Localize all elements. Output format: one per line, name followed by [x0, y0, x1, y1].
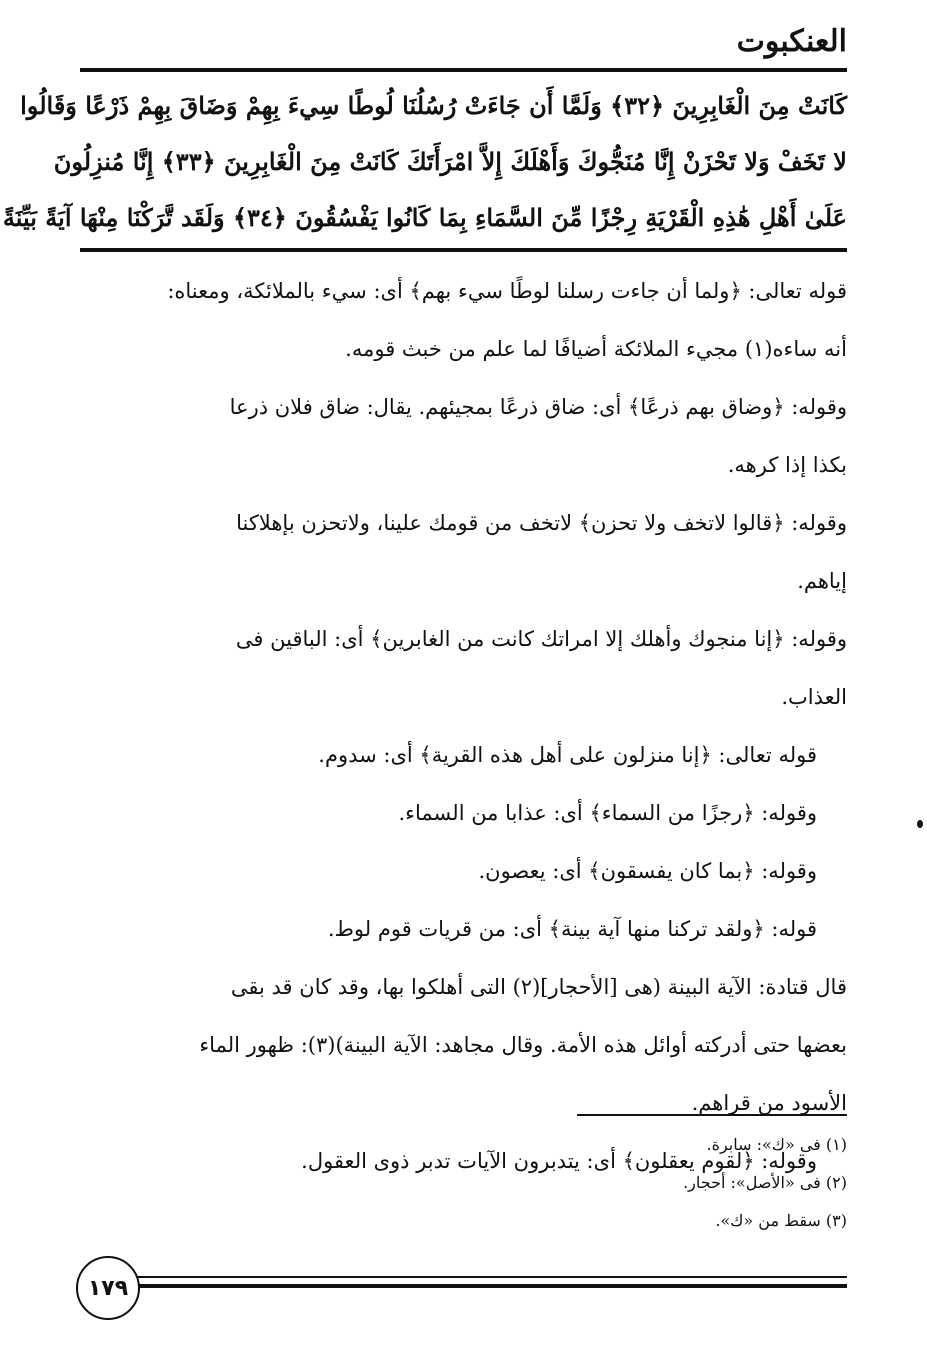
commentary-line: إياهم.	[797, 569, 847, 593]
commentary-line: قال قتادة: الآية البينة (هى [الأحجار](٢) التى أهلكوا بها، وقد كان قد بقى	[230, 975, 847, 999]
quran-line: لا تَخَفْ وَلا تَحْزَنْ إِنَّا مُنَجُّوكَ وَأَهْلَكَ إِلاَّ امْرَأَتَكَ كَانَتْ مِنَ الْغَابِرِينَ ﴿٣٣﴾ إِنَّا مُنزِلُونَ	[53, 147, 847, 176]
footnote: (٢) فى «الأصل»: أحجار.	[683, 1173, 847, 1192]
page-number-circle	[76, 1256, 140, 1320]
commentary-paragraph	[80, 378, 847, 494]
commentary-paragraph	[80, 262, 847, 378]
commentary-line: العذاب.	[781, 685, 847, 709]
commentary-line: قوله تعالى: ﴿ولما أن جاءت رسلنا لوطًا سيء بهم﴾ أى: سيء بالملائكة، ومعناه:	[167, 279, 847, 303]
commentary-paragraph	[80, 784, 847, 842]
commentary-paragraph	[80, 958, 847, 1132]
commentary-line: الأسود من قراهم.	[691, 1091, 847, 1115]
header-rule	[80, 68, 847, 72]
commentary-paragraph	[80, 900, 847, 958]
quran-line: عَلَىٰ أَهْلِ هَٰذِهِ الْقَرْيَةِ رِجْزًا مِّنَ السَّمَاءِ بِمَا كَانُوا يَفْسُقُونَ ﴿٣٤﴾ وَلَقَد تَّرَكْنَا مِنْهَا آيَةً بَيِّنَةً	[2, 203, 847, 232]
quran-line: كَانَتْ مِنَ الْغَابِرِينَ ﴿٣٢﴾ وَلَمَّا أَن جَاءَتْ رُسُلُنَا لُوطًا سِيءَ بِهِمْ وَضَاقَ بِهِمْ ذَرْعًا وَقَالُوا	[20, 91, 847, 120]
commentary-paragraph	[80, 610, 847, 726]
bottom-rule	[134, 1284, 847, 1288]
commentary-line: قوله تعالى: ﴿إنا منزلون على أهل هذه القرية﴾ أى: سدوم.	[318, 743, 817, 767]
commentary-section	[80, 262, 847, 1190]
commentary-line: بعضها حتى أدركته أوائل هذه الأمة. وقال مجاهد: الآية البينة)(٣): ظهور الماء	[199, 1033, 847, 1057]
verses-separator-rule	[80, 248, 847, 252]
footnote: (٣) سقط من «ك».	[715, 1211, 847, 1230]
commentary-paragraph	[80, 494, 847, 610]
commentary-line: أنه ساءه(١) مجيء الملائكة أضيافًا لما علم من خبث قومه.	[345, 337, 847, 361]
bottom-rule	[134, 1276, 847, 1278]
commentary-line: قوله: ﴿ولقد تركنا منها آية بينة﴾ أى: من قريات قوم لوط.	[327, 917, 817, 941]
margin-mark	[917, 820, 923, 828]
surah-header-title: العنكبوت	[736, 24, 847, 59]
commentary-line: بكذا إذا كرهه.	[727, 453, 847, 477]
commentary-line: وقوله: ﴿بما كان يفسقون﴾ أى: يعصون.	[478, 859, 817, 883]
quran-verses-block	[2, 78, 847, 248]
commentary-line: وقوله: ﴿إنا منجوك وأهلك إلا امراتك كانت من الغابرين﴾ أى: الباقين فى	[235, 627, 847, 651]
footnote: (١) فى «ك»: سابرة.	[706, 1135, 847, 1154]
commentary-line: وقوله: ﴿رجزًا من السماء﴾ أى: عذابا من السماء.	[398, 801, 817, 825]
page-number: ١٧٩	[87, 1275, 129, 1301]
footnotes-section	[80, 1126, 847, 1240]
commentary-line: وقوله: ﴿قالوا لاتخف ولا تحزن﴾ لاتخف من قومك علينا، ولاتحزن بإهلاكنا	[236, 511, 847, 535]
commentary-paragraph	[80, 842, 847, 900]
commentary-line: وقوله: ﴿لقوم يعقلون﴾ أى: يتدبرون الآيات تدبر ذوى العقول.	[301, 1149, 817, 1173]
footnote-separator	[577, 1114, 847, 1116]
commentary-line: وقوله: ﴿وضاق بهم ذرعًا﴾ أى: ضاق ذرعًا بمجيئهم. يقال: ضاق فلان ذرعا	[229, 395, 847, 419]
commentary-paragraph	[80, 726, 847, 784]
